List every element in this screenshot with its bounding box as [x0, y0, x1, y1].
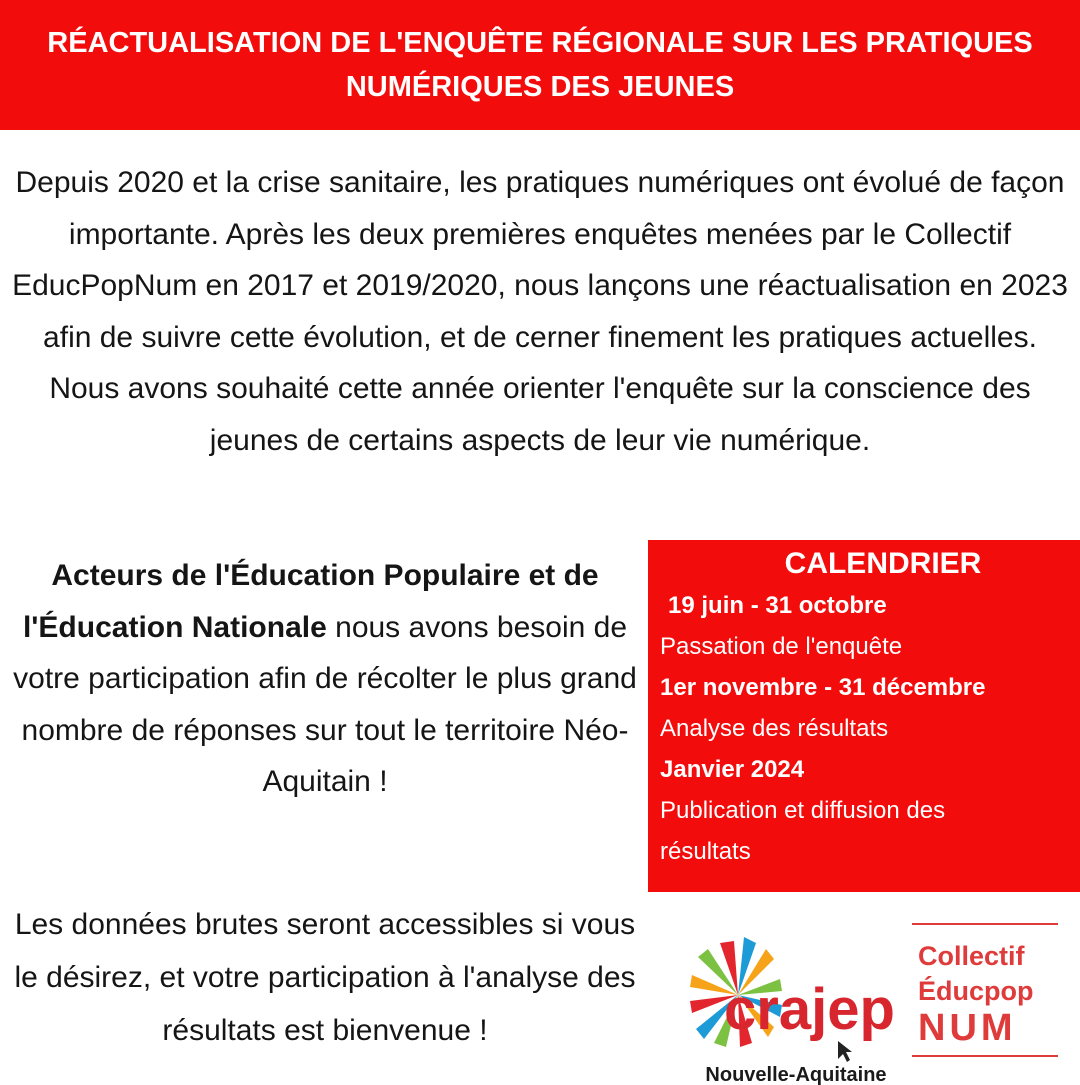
calendar-line-date-3: Janvier 2024 — [660, 756, 805, 783]
header-banner — [0, 0, 1080, 130]
logo-top-rule — [912, 923, 1058, 925]
partner-logos — [690, 915, 1080, 1085]
appeal-emphasis: Acteurs de l'Éducation Populaire et de l'Éducation Nationale — [22, 559, 599, 644]
calendar-line-step-3b: résultats — [660, 838, 751, 865]
calendar-box — [648, 540, 1080, 892]
appeal-text: nous avons besoin de votre participation afin de récolter le plus grand nombre de réponses sur tout le territoire Néo-Aquitain ! — [13, 610, 637, 798]
logo-bottom-rule — [912, 1055, 1058, 1057]
logo-line-num: NUM — [918, 1007, 1017, 1049]
calendar-line-date-1: 19 juin - 31 octobre — [668, 592, 887, 619]
logo-line-educpop: Éducpop — [918, 976, 1034, 1006]
cursor-icon — [838, 1041, 852, 1062]
page-title: RÉACTUALISATION DE L'ENQUÊTE RÉGIONALE SUR LES PRATIQUES NUMÉRIQUES DES JEUNES — [47, 27, 1033, 103]
calendar-line-step-2: Analyse des résultats — [660, 715, 889, 742]
data-access-paragraph: Les données brutes seront accessibles si vous le désirez, et votre participation à l'analyse des résultats est bienvenue ! — [14, 908, 636, 1047]
intro-paragraph: Depuis 2020 et la crise sanitaire, les pratiques numériques ont évolué de façon importante. Après les deux premières enquêtes menées par le Collectif EducPopNum en 2017 et 2019/2020, nous lançons une réactualisation en 2023 afin de suivre cette évolution, et de cerner finement les pratiques actuelles. Nous avons souhaité cette année orienter l'enquête sur la conscience des jeunes de certains aspects de leur vie numérique. — [12, 166, 1068, 457]
calendar-line-step-3a: Publication et diffusion des — [660, 797, 946, 824]
appeal-paragraph — [10, 550, 640, 808]
calendar-title: CALENDRIER — [784, 547, 982, 580]
calendar-line-step-1: Passation de l'enquête — [660, 633, 903, 660]
crajep-region: Nouvelle-Aquitaine — [705, 1064, 887, 1085]
crajep-logo — [690, 935, 900, 1085]
logo-line-collectif: Collectif — [918, 941, 1025, 971]
calendar-line-date-2: 1er novembre - 31 décembre — [660, 674, 986, 701]
crajep-wordmark: crajep — [724, 977, 895, 1042]
collectif-educpopnum-logo — [912, 919, 1058, 1059]
